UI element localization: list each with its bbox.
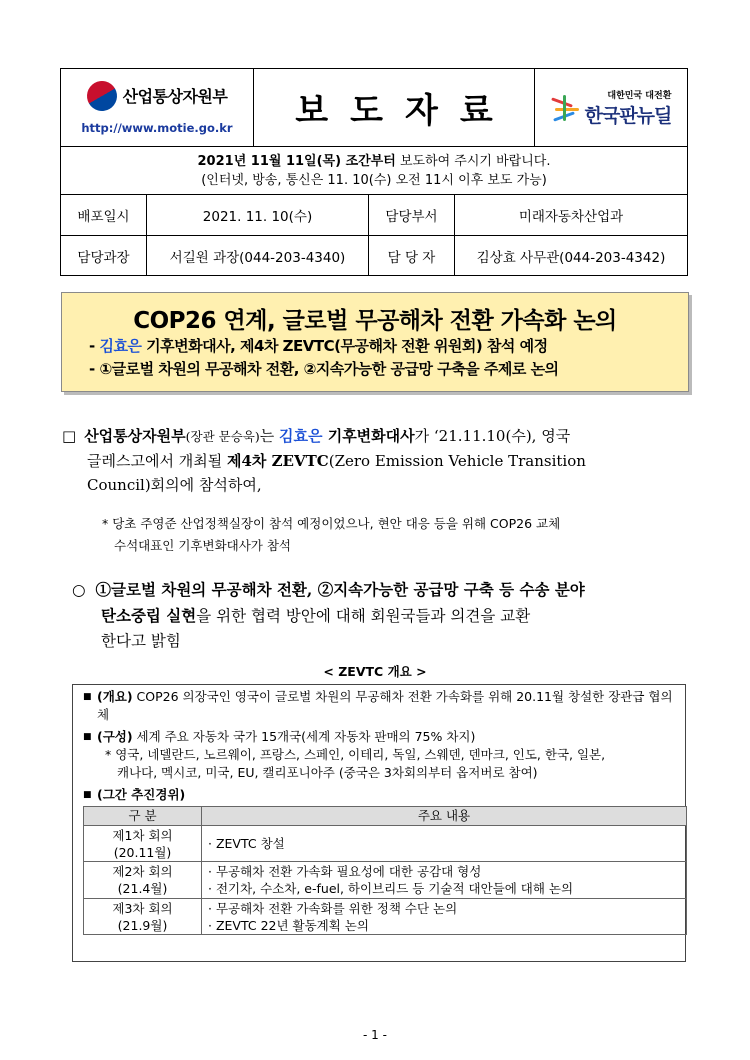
table-header-content: 주요 내용 [202, 807, 687, 826]
p1-meeting-full: (Zero Emission Vehicle Transition [328, 452, 586, 470]
p1-line1 [62, 424, 692, 449]
ministry-logo [87, 81, 228, 111]
zevtc-caption: < ZEVTC 개요 > [323, 664, 427, 679]
sub1-rest: 기후변화대사, 제4차 ZEVTC(무공해차 전환 위원회) 참석 예정 [141, 337, 548, 355]
embargo-line1 [198, 152, 551, 171]
row-1-round: 제1차 회의 [112, 827, 173, 843]
row-3-item-2: · ZEVTC 22년 활동계획 논의 [208, 917, 369, 933]
p1-date: 가 ‘21.11.10(수), 영국 [414, 427, 571, 445]
p2-line2 [72, 603, 692, 629]
row-1-key [84, 826, 202, 862]
square-bullet-icon: ■ [83, 732, 92, 742]
table-row [84, 826, 687, 862]
taeguk-emblem-icon [81, 75, 122, 116]
embargo-date: 2021년 11월 11일(목) 조간부터 [197, 153, 396, 169]
newdeal-logo [535, 69, 687, 146]
square-bullet-icon: ■ [83, 692, 92, 702]
press-header [60, 68, 688, 276]
dist-date: 2021. 11. 10(수) [147, 195, 369, 235]
row-3-item-1: · 무공해차 전환 가속화를 위한 정책 수단 논의 [208, 900, 458, 916]
page-number: - 1 - [363, 1028, 387, 1042]
overview-text-wrap [97, 688, 675, 724]
row-2-key [84, 862, 202, 899]
p1-meeting: 제4차 ZEVTC [226, 452, 329, 470]
p2-line3: 한다고 밝힘 [101, 632, 181, 650]
newdeal-name: 한국판뉴딜 [584, 104, 672, 127]
info-row-2 [61, 235, 687, 275]
p1-location: 글레스고에서 개최될 [87, 452, 227, 470]
row-1-item-1: · ZEVTC 창설 [208, 836, 285, 851]
doc-type-title: 보도자료 [254, 69, 535, 146]
table-row [84, 899, 687, 935]
row-2-value [202, 862, 687, 899]
newdeal-text [585, 88, 672, 128]
embargo-request: 보도하여 주시기 바랍니다. [395, 153, 551, 169]
p1-line2 [62, 449, 692, 473]
embargo-line2: (인터넷, 방송, 통신은 11. 10(수) 오전 11시 이후 보도 가능) [201, 172, 547, 188]
row-3-key [84, 899, 202, 935]
paragraph-1 [62, 424, 692, 497]
info-row-1 [61, 195, 687, 235]
history-label: (그간 추진경위) [97, 787, 186, 802]
row-2-item-1: · 무공해차 전환 가속화 필요성에 대한 공감대 형성 [208, 864, 482, 879]
ministry-url[interactable]: http://www.motie.go.kr [81, 120, 233, 135]
p1-minister: (장관 문승욱) [185, 429, 260, 444]
square-bullet-icon: ■ [83, 790, 92, 800]
p1-ministry: 산업통상자원부 [84, 427, 186, 445]
composition-text: 세계 주요 자동차 국가 15개국(세계 자동차 판매의 75% 차지) [132, 729, 476, 744]
composition-note-1: * 영국, 네델란드, 노르웨이, 프랑스, 스페인, 이테리, 독일, 스웨덴, 덴마크, 인도, 한국, 일본, [105, 747, 606, 762]
table-header-row [84, 807, 687, 826]
row-2-item-2: · 전기차, 수소차, e-fuel, 하이브리드 등 기술적 대안들에 대해 논의 [208, 881, 574, 896]
ministry-logo-block [61, 69, 254, 146]
circle-bullet-icon: ○ [72, 581, 86, 599]
header-top-row [61, 69, 687, 147]
dept: 미래자동차산업과 [518, 209, 624, 225]
footnote-1-line2: 수석대표인 기후변화대사가 참석 [114, 538, 291, 553]
composition-text-wrap [97, 728, 675, 746]
ministry-name: 산업통상자원부 [122, 87, 228, 106]
row-2-round: 제2차 회의 [112, 864, 173, 879]
row-2-date: (21.4월) [117, 881, 168, 896]
manager: 서길원 과장(044-203-4340) [147, 236, 369, 275]
overview-label: (개요) [97, 689, 133, 704]
p1-line3: Council)회의에 참석하여, [87, 476, 262, 494]
newdeal-slogan: 대한민국 대전환 [607, 90, 672, 101]
row-1-value [202, 826, 687, 862]
paragraph-2 [72, 577, 692, 654]
sub1-dash: - [89, 337, 100, 355]
history-item [83, 786, 675, 804]
row-3-date: (21.9월) [117, 917, 168, 933]
p1-particle: 는 [259, 427, 279, 445]
headline-box [61, 292, 689, 392]
footnote-1 [102, 513, 694, 557]
p1-ambassador-title: 기후변화대사 [322, 427, 415, 445]
history-label-wrap [97, 786, 675, 804]
p2-topics: ①글로벌 차원의 무공해차 전환, ②지속가능한 공급망 구축 등 수송 분야 [95, 580, 585, 599]
square-bullet-icon: □ [62, 427, 77, 445]
staff-label: 담 당 자 [369, 236, 455, 275]
row-1-date: (20.11월) [113, 844, 172, 860]
p2-carbon-neutral: 탄소중립 실현 [101, 606, 197, 625]
row-3-round: 제3차 회의 [112, 900, 173, 916]
row-3-value [202, 899, 687, 935]
table-header-category: 구 분 [84, 807, 202, 826]
composition-item [83, 728, 675, 746]
ambassador-name: 김효은 [99, 337, 142, 355]
p2-cooperation: 을 위한 협력 방안에 대해 회원국들과 의견을 교환 [196, 607, 531, 625]
history-table [83, 806, 687, 935]
subheadline-2: - ①글로벌 차원의 무공해차 전환, ②지속가능한 공급망 구축을 주제로 논의 [89, 360, 559, 378]
newdeal-mark-icon [551, 93, 581, 123]
staff: 김상효 사무관(044-203-4342) [476, 249, 666, 266]
composition-label: (구성) [97, 729, 133, 744]
overview-item [83, 688, 675, 724]
embargo-notice [61, 147, 687, 195]
dept-label: 담당부서 [369, 195, 455, 235]
table-row [84, 862, 687, 899]
headline: COP26 연계, 글로벌 무공해차 전환 가속화 논의 [133, 308, 617, 334]
p1-ambassador-name: 김효은 [279, 427, 323, 445]
footnote-1-line1: * 당초 주영준 산업정책실장이 참석 예정이었으나, 현안 대응 등을 위해 COP26 교체 [102, 516, 561, 531]
dist-date-label: 배포일시 [61, 195, 147, 235]
composition-note-2: 캐나다, 멕시코, 미국, EU, 캘리포니아주 (중국은 3차회의부터 옵저버로 참여) [117, 765, 538, 780]
p2-line1 [72, 577, 692, 603]
manager-label: 담당과장 [61, 236, 147, 275]
subheadline-1 [89, 335, 688, 358]
overview-text: COP26 의장국인 영국이 글로벌 차원의 무공해차 전환 가속화를 위해 20.11월 창설한 장관급 협의체 [97, 689, 673, 722]
zevtc-overview-box [72, 684, 686, 962]
